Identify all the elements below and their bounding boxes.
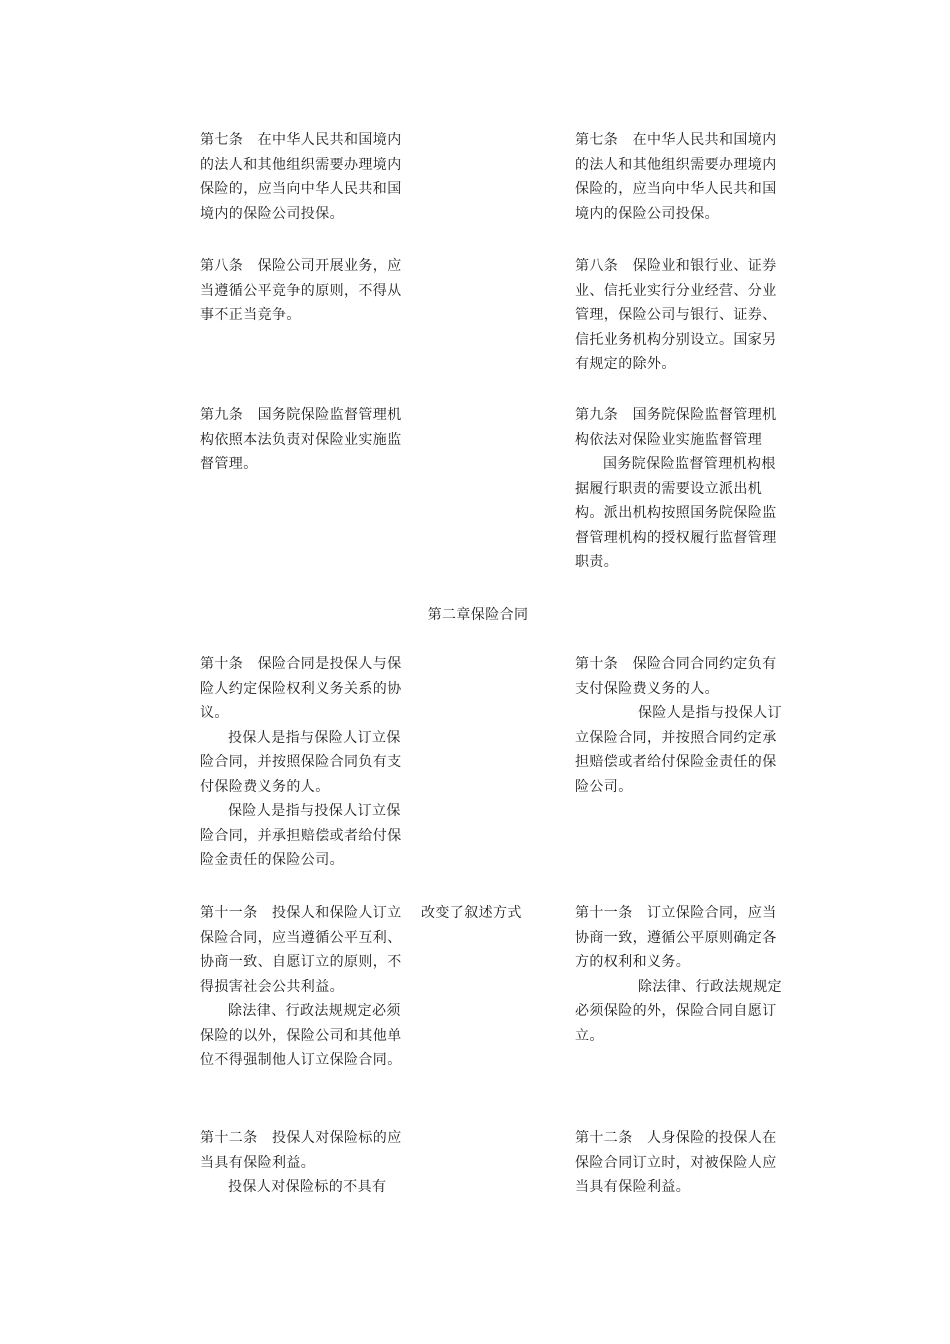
- paragraph: 第十二条 人身保险的投保人在保险合同订立时，对被保险人应当具有保险利益。: [575, 1130, 777, 1195]
- paragraph: 第十一条 投保人和保险人订立保险合同，应当遵循公平互利、协商一致、自愿订立的原则，不得损害社会公共利益。: [200, 905, 402, 995]
- art11-note: 改变了叙述方式: [421, 905, 522, 921]
- paragraph: 第十条 保险合同合同约定负有支付保险费义务的人。: [575, 656, 777, 697]
- paragraph: 投保人对保险标的不具有: [228, 1179, 387, 1195]
- paragraph: 第八条 保险业和银行业、证券业、信托业实行分业经营、分业管理，保险公司与银行、证券、信托业务机构分别设立。国家另有规定的除外。: [575, 258, 777, 372]
- art10-revised: [575, 652, 787, 799]
- paragraph: 第九条 国务院保险监督管理机构依照本法负责对保险业实施监督管理。: [200, 407, 402, 472]
- art12-revised: [575, 1126, 787, 1200]
- art10-original: [200, 652, 412, 873]
- paragraph: 除法律、行政法规规定必须保险的外，保险合同自愿订立。: [575, 978, 782, 1044]
- paragraph: 国务院保险监督管理机构根据履行职责的需要设立派出机构。派出机构按照国务院保险监督管理机构的授权履行监督管理职责。: [575, 456, 777, 570]
- art7-original: [200, 128, 412, 226]
- chapter-heading: 第二章保险合同: [427, 607, 529, 623]
- art12-original: [200, 1126, 412, 1200]
- paragraph: 第十一条 订立保险合同，应当协商一致，遵循公平原则确定各方的权利和义务。: [575, 905, 777, 970]
- art9-revised: [575, 403, 787, 575]
- paragraph: 第七条 在中华人民共和国境内的法人和其他组织需要办理境内保险的，应当向中华人民共和国境内的保险公司投保。: [200, 132, 402, 222]
- art11-revised: [575, 901, 787, 1048]
- art8-original: [200, 254, 412, 328]
- paragraph: 第十二条 投保人对保险标的应当具有保险利益。: [200, 1130, 402, 1171]
- paragraph: 除法律、行政法规规定必须保险的以外，保险公司和其他单位不得强制他人订立保险合同。: [200, 1003, 402, 1068]
- paragraph: 第七条 在中华人民共和国境内的法人和其他组织需要办理境内保险的，应当向中华人民共和国境内的保险公司投保。: [575, 132, 777, 222]
- paragraph: 第九条 国务院保险监督管理机构依法对保险业实施监督管理: [575, 407, 777, 448]
- art9-original: [200, 403, 412, 477]
- art11-original: [200, 901, 412, 1073]
- art7-revised: [575, 128, 787, 226]
- paragraph: 第八条 保险公司开展业务，应当遵循公平竞争的原则，不得从事不正当竞争。: [200, 258, 402, 323]
- art8-revised: [575, 254, 787, 377]
- paragraph: 保险人是指与投保人订立保险合同，并按照合同约定承担赔偿或者给付保险金责任的保险公司。: [575, 705, 782, 795]
- paragraph: 保险人是指与投保人订立保险合同，并承担赔偿或者给付保险金责任的保险公司。: [200, 803, 402, 868]
- paragraph: 第十条 保险合同是投保人与保险人约定保险权利义务关系的协议。: [200, 656, 402, 721]
- paragraph: 投保人是指与保险人订立保险合同，并按照保险合同负有支付保险费义务的人。: [200, 729, 402, 795]
